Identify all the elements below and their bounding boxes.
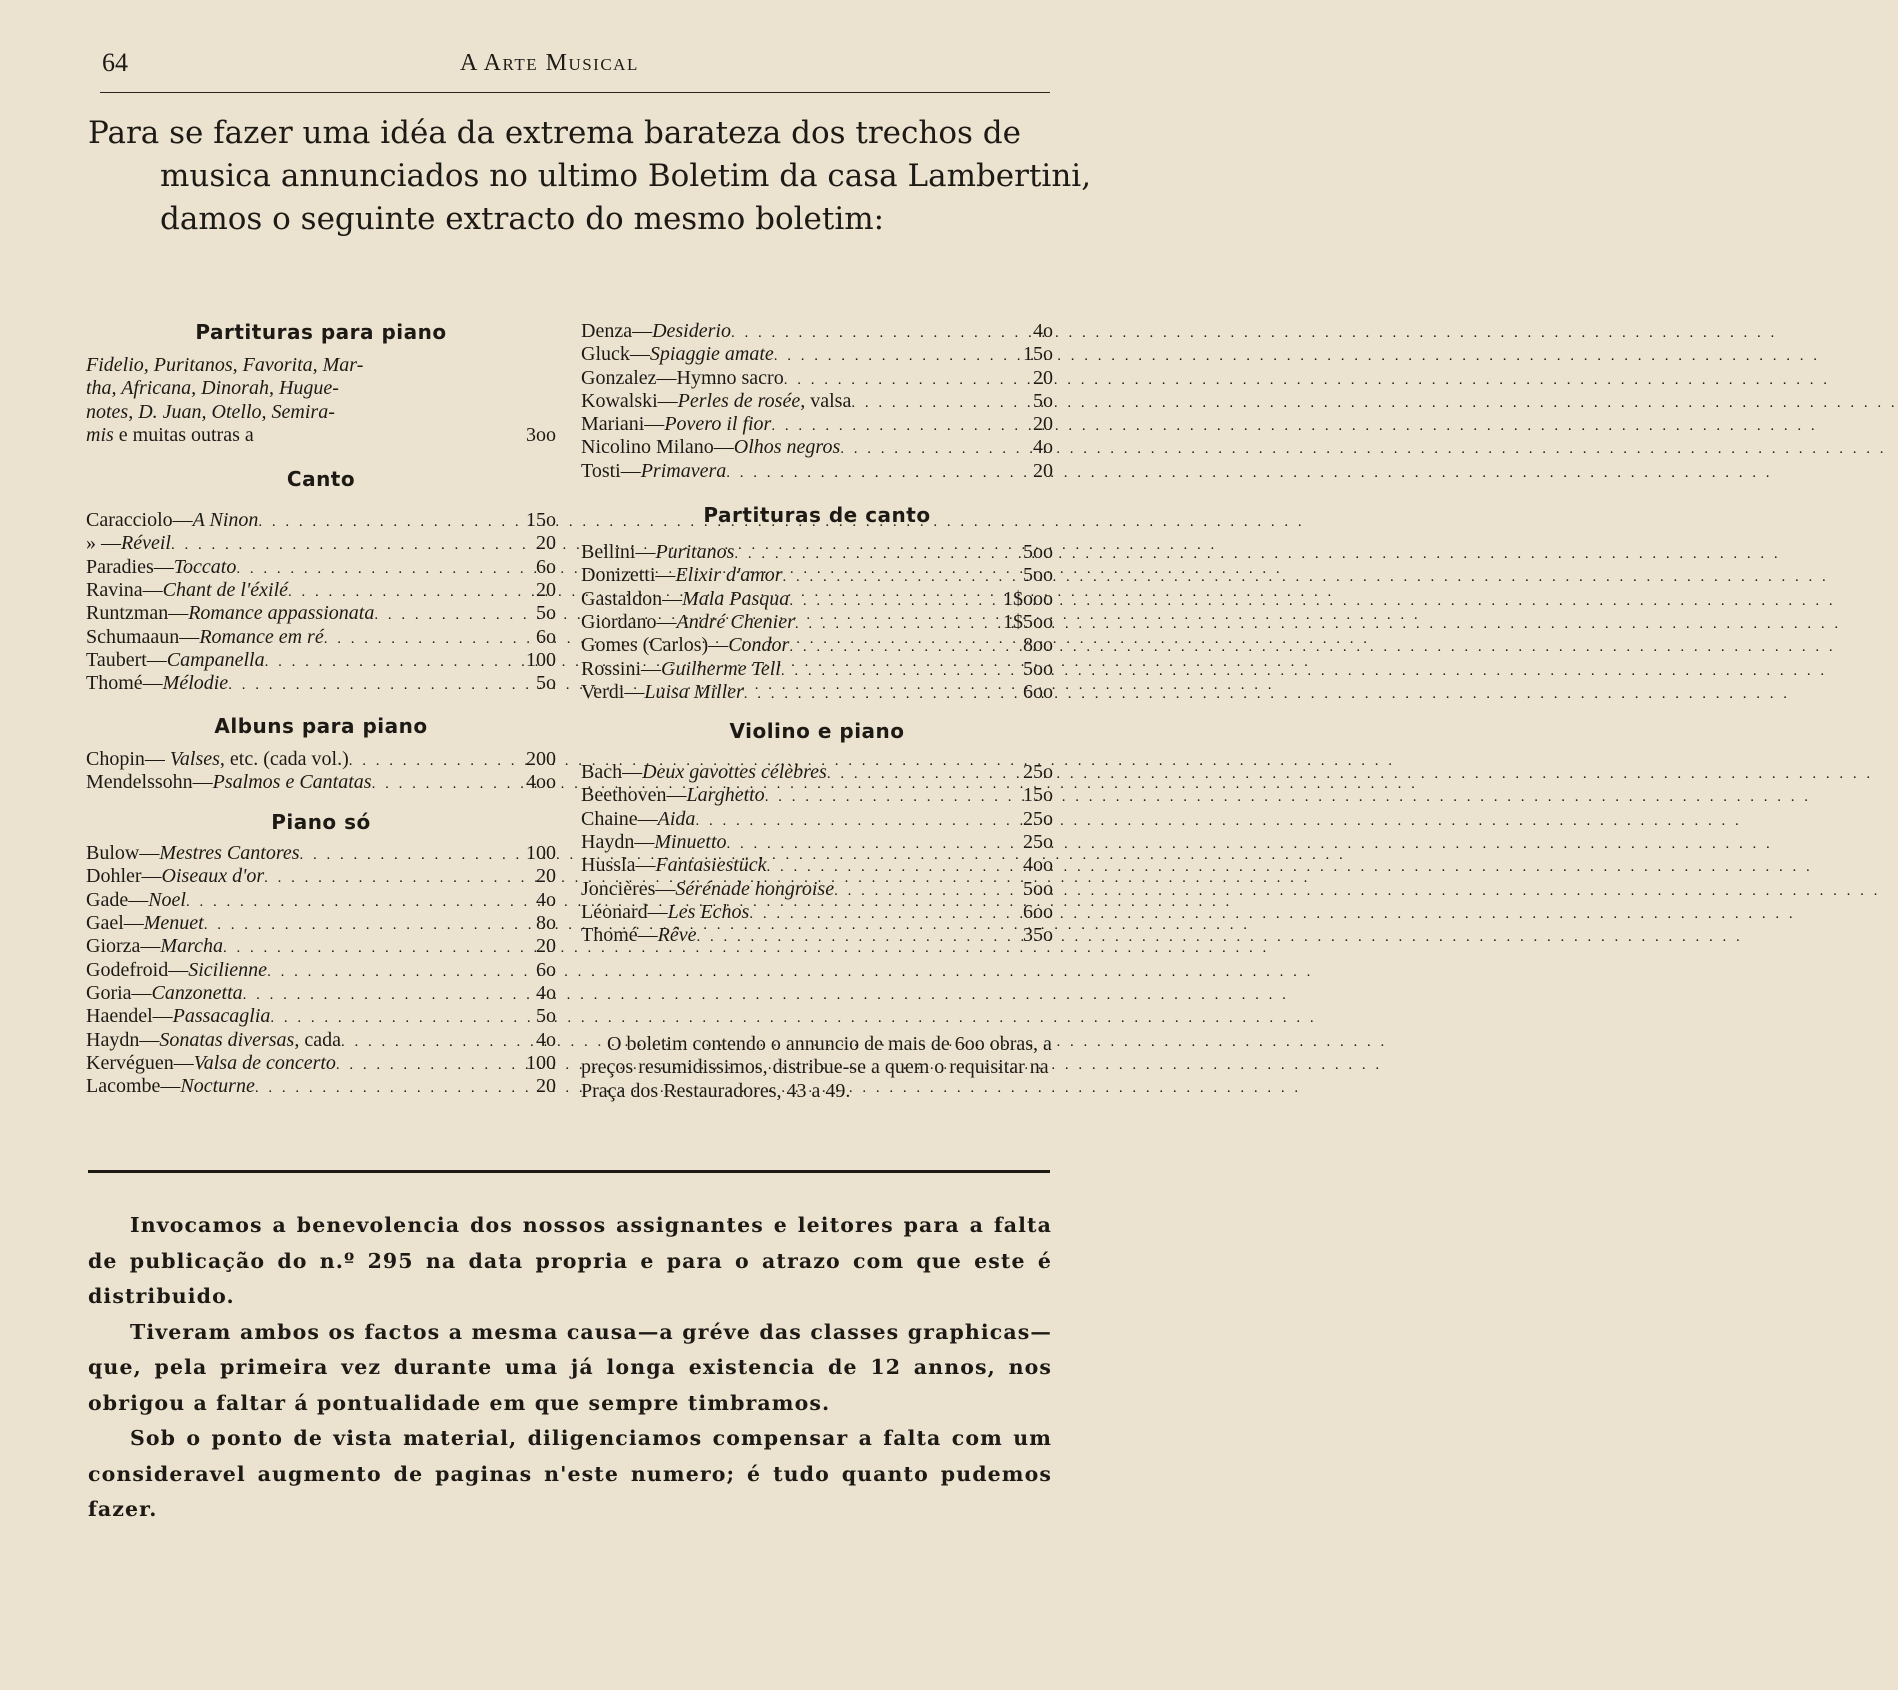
price-list-row xyxy=(581,343,1053,366)
composer: » — xyxy=(86,532,121,555)
section-heading-partituras-canto: Partituras de canto xyxy=(703,503,931,528)
header-rule xyxy=(100,92,1050,93)
leader-dots xyxy=(258,511,466,534)
leader-dots xyxy=(204,914,466,937)
price-list-row xyxy=(581,367,1053,390)
price: 5o xyxy=(536,602,556,625)
price: 20 xyxy=(1033,413,1053,436)
right-column xyxy=(581,320,1053,948)
work-title: Marcha xyxy=(160,935,223,958)
leader-dots xyxy=(783,566,994,589)
leader-dots xyxy=(765,786,993,809)
composer: Mendelssohn— xyxy=(86,770,213,793)
price: 100 xyxy=(526,1051,556,1074)
price-list-row xyxy=(86,842,556,865)
composer: Gade— xyxy=(86,888,149,911)
price: 15o xyxy=(1023,343,1053,366)
composer: Caracciolo— xyxy=(86,509,193,532)
partituras-canto-list xyxy=(581,541,1053,704)
leader-dots xyxy=(255,1077,466,1100)
price-list-row xyxy=(581,901,1053,924)
work-title: Perles de rosée, xyxy=(677,389,806,412)
composer: Rossini— xyxy=(581,657,662,680)
fidelio-line: tha, Africana, Dinorah, Hugue- xyxy=(86,377,339,400)
violino-list xyxy=(581,761,1053,947)
composer: Kervéguen— xyxy=(86,1051,194,1074)
composer: Bulow— xyxy=(86,842,160,865)
composer: Joncières— xyxy=(581,877,676,900)
price: 1$ooo xyxy=(1003,587,1053,610)
price-list-row xyxy=(581,761,1053,784)
composer: Thomé— xyxy=(86,672,163,695)
price: 20 xyxy=(536,579,556,602)
price-list-row xyxy=(86,532,556,555)
work-title: Sicilienne xyxy=(188,958,268,981)
composer: Gonzalez— xyxy=(581,366,677,389)
price-list-row xyxy=(581,634,1053,657)
composer: Godefroid— xyxy=(86,958,189,981)
price-list-row xyxy=(581,784,1053,807)
apology-paragraph: Invocamos a benevolencia dos nossos assignantes e leitores para a falta de publicação do n.º 295 na data propria e para o atrazo com que este é distribuido. xyxy=(88,1213,1052,1308)
leader-dots xyxy=(372,773,466,796)
composer: Thomé— xyxy=(581,924,658,947)
work-title: Romance appassionata xyxy=(188,602,375,625)
journal-title: A Arte Musical xyxy=(460,50,639,76)
price: 25o xyxy=(1023,807,1053,830)
leader-dots xyxy=(744,683,993,706)
leader-dots xyxy=(300,844,466,867)
work-title: Romance em ré xyxy=(199,625,324,648)
leader-dots xyxy=(781,660,993,683)
price-list-row xyxy=(581,460,1053,483)
price-list-row xyxy=(581,854,1053,877)
price: 20 xyxy=(1033,459,1053,482)
work-title: Sérénade hongroise xyxy=(675,877,835,900)
price-list-row xyxy=(581,413,1053,436)
price-list-row xyxy=(581,924,1053,947)
leader-dots xyxy=(749,903,993,926)
price: 6oo xyxy=(1023,900,1053,923)
composer: Ravina— xyxy=(86,579,163,602)
composer: Léonard— xyxy=(581,900,668,923)
work-title: Canzonetta xyxy=(151,981,243,1004)
price-list-row xyxy=(86,1052,556,1075)
leader-dots xyxy=(774,345,993,368)
leader-dots xyxy=(336,1054,466,1077)
price: 4o xyxy=(536,888,556,911)
composer: Chaine— xyxy=(581,807,658,830)
work-title: Chant de l'éxilé xyxy=(162,579,289,602)
composer: Lacombe— xyxy=(86,1075,181,1098)
price: 15o xyxy=(1023,784,1053,807)
price-list-row xyxy=(581,878,1053,901)
canto-continued-list xyxy=(581,320,1053,483)
leader-dots xyxy=(771,415,993,438)
section-heading-partituras-piano: Partituras para piano xyxy=(195,320,447,344)
leader-dots xyxy=(840,438,993,461)
composer: Gomes (Carlos)— xyxy=(581,634,729,657)
work-title: Condor xyxy=(728,634,790,657)
leader-dots xyxy=(697,926,993,949)
composer: Nicolino Milano— xyxy=(581,436,734,459)
leader-dots xyxy=(236,558,466,581)
price-list-row xyxy=(581,436,1053,459)
page-number: 64 xyxy=(102,48,128,77)
fidelio-line: mis xyxy=(86,423,114,446)
composer: Taubert— xyxy=(86,648,167,671)
price-list-row xyxy=(86,912,556,935)
leader-dots xyxy=(228,674,466,697)
leader-dots xyxy=(223,937,466,960)
running-header xyxy=(100,44,1050,84)
work-title: Deux gavottes célèbres xyxy=(642,761,827,784)
work-note: valsa xyxy=(805,389,852,412)
work-title: Spiaggie amate xyxy=(649,343,774,366)
work-title: Valsa de concerto xyxy=(193,1051,336,1074)
work-title: Guilherme Tell xyxy=(661,657,781,680)
work-title: Valses xyxy=(169,747,220,770)
price: 1$5oo xyxy=(1003,610,1053,633)
leader-dots xyxy=(186,891,466,914)
price-list-row xyxy=(86,649,556,672)
work-title: Elixir d'amor xyxy=(675,564,783,587)
left-column xyxy=(86,320,556,1098)
work-title: Povero il fior xyxy=(664,413,772,436)
price-list-row xyxy=(581,541,1053,564)
price: 20 xyxy=(536,935,556,958)
composer: Kowalski— xyxy=(581,389,678,412)
work-title: Sonatas diversas xyxy=(159,1028,295,1051)
price: 8oo xyxy=(1023,634,1053,657)
price: 5oo xyxy=(1023,877,1053,900)
work-title: Primavera xyxy=(640,459,727,482)
leader-dots xyxy=(695,810,993,833)
work-title: Fantasiestück xyxy=(655,854,767,877)
leader-dots xyxy=(324,628,466,651)
leader-dots xyxy=(851,392,993,415)
price-list-row xyxy=(86,935,556,958)
price-list-row xyxy=(581,808,1053,831)
price: 20 xyxy=(1033,366,1053,389)
price: 25o xyxy=(1023,831,1053,854)
price-list-row xyxy=(86,771,556,794)
price: 6o xyxy=(536,625,556,648)
price: 4o xyxy=(1033,320,1053,342)
price-list-row xyxy=(86,672,556,695)
price: 5o xyxy=(536,1005,556,1028)
composer: Haydn— xyxy=(581,831,655,854)
section-heading-piano-so: Piano só xyxy=(271,810,371,835)
leader-dots xyxy=(734,543,993,566)
work-title: Psalmos e Cantatas xyxy=(212,770,372,793)
price: 100 xyxy=(526,648,556,671)
price-list-row xyxy=(581,831,1053,854)
price: 4o xyxy=(536,981,556,1004)
work-title: Mélodie xyxy=(162,672,229,695)
composer: Verdi— xyxy=(581,680,645,703)
price: 15o xyxy=(526,509,556,532)
work-title: Réveil xyxy=(121,532,171,555)
price-list-row xyxy=(581,681,1053,704)
apology-paragraph: Sob o ponto de vista material, diligenciamos compensar a falta com um consideravel augmento de paginas n'este numero; é tudo quanto pudemos fazer. xyxy=(88,1426,1052,1521)
composer: Hussla— xyxy=(581,854,656,877)
work-title: A Ninon xyxy=(192,509,259,532)
price: 4oo xyxy=(526,770,556,793)
composer: Goria— xyxy=(86,981,152,1004)
price-list-row xyxy=(581,564,1053,587)
price: 6o xyxy=(536,958,556,981)
composer: Denza— xyxy=(581,320,653,342)
section-heading-albuns: Albuns para piano xyxy=(214,713,428,738)
price: 4oo xyxy=(1023,854,1053,877)
price-list-row xyxy=(86,579,556,602)
work-title: Toccato xyxy=(173,555,237,578)
work-title: André Chenier xyxy=(676,610,795,633)
leader-dots xyxy=(374,604,466,627)
leader-dots xyxy=(171,534,466,557)
albuns-list xyxy=(86,748,556,795)
work-title: Mala Pasqua xyxy=(682,587,790,610)
price-list-row xyxy=(86,1029,556,1052)
price: 6o xyxy=(536,555,556,578)
leader-dots xyxy=(834,880,993,903)
composer: Haydn— xyxy=(86,1028,160,1051)
composer: Gastaldon— xyxy=(581,587,683,610)
price: 20 xyxy=(536,865,556,888)
composer: Gael— xyxy=(86,912,144,935)
composer: Giordano— xyxy=(581,610,677,633)
price-list-row xyxy=(581,390,1053,413)
work-title: Puritanos xyxy=(655,541,735,564)
section-heading-violino: Violino e piano xyxy=(729,719,905,744)
price-list-row xyxy=(86,959,556,982)
composer: Bach— xyxy=(581,761,643,784)
work-title: Aida xyxy=(657,807,696,830)
work-title: Campanella xyxy=(166,648,265,671)
price: 35o xyxy=(1023,924,1053,947)
price-list-row xyxy=(86,626,556,649)
price: 4o xyxy=(1033,436,1053,459)
leader-dots xyxy=(341,1031,466,1054)
price-list-row xyxy=(86,889,556,912)
work-title: Menuet xyxy=(143,912,204,935)
canto-list xyxy=(86,509,556,695)
leader-dots xyxy=(267,961,466,984)
price-list-row xyxy=(86,748,556,771)
price-list-row xyxy=(86,1075,556,1098)
leader-dots xyxy=(731,322,993,345)
boletim-notice: O boletim contendo o annuncio de mais de 6oo obras, a preços resumidissimos, distribue-se a quem o requisitar na Praça dos Restauradores, 43 a 49. xyxy=(581,1033,1052,1102)
price: 5o xyxy=(536,672,556,695)
leader-dots xyxy=(827,763,993,786)
composer: Chopin— xyxy=(86,747,170,770)
intro-paragraph: Para se fazer uma idéa da extrema barateza dos trechos de musica annunciados no ultimo Boletim da casa Lambertini, damos o seguinte extracto do mesmo boletim: xyxy=(88,115,1092,237)
leader-dots xyxy=(243,984,466,1007)
price-list-row xyxy=(86,556,556,579)
work-title: Rêve xyxy=(657,924,697,947)
work-title: Noel xyxy=(148,888,186,911)
composer: Runtzman— xyxy=(86,602,189,625)
price-list-row xyxy=(581,320,1053,343)
work-note: Hymno sacro xyxy=(676,366,784,389)
price: 6oo xyxy=(1023,680,1053,703)
composer: Dohler— xyxy=(86,865,162,888)
price: 5oo xyxy=(1023,564,1053,587)
leader-dots xyxy=(726,462,993,485)
price: 8o xyxy=(536,912,556,935)
composer: Bellini— xyxy=(581,541,656,564)
fidelio-line-rest: e muitas outras a xyxy=(113,423,254,446)
work-title: Larghetto xyxy=(686,784,765,807)
price-list-row xyxy=(86,982,556,1005)
fidelio-entry xyxy=(86,354,556,447)
price: 5oo xyxy=(1023,657,1053,680)
composer: Donizetti— xyxy=(581,564,676,587)
price-list-row xyxy=(581,611,1053,634)
price: 100 xyxy=(526,842,556,865)
fidelio-line: Fidelio, Puritanos, Favorita, Mar- xyxy=(86,354,364,376)
leader-dots xyxy=(784,369,993,392)
section-divider xyxy=(88,1170,1050,1173)
price-list-row xyxy=(86,602,556,625)
leader-dots xyxy=(727,833,993,856)
composer: Tosti— xyxy=(581,459,641,482)
composer: Schumaaun— xyxy=(86,625,200,648)
price: 20 xyxy=(536,532,556,555)
price-list-row xyxy=(86,1005,556,1028)
work-note: , cada xyxy=(294,1028,341,1051)
work-title: Luisa Miller xyxy=(644,680,744,703)
price: 200 xyxy=(526,747,556,770)
composer: Haendel— xyxy=(86,1005,173,1028)
composer: Mariani— xyxy=(581,413,665,436)
leader-dots xyxy=(349,750,466,773)
leader-dots xyxy=(767,856,993,879)
work-title: Minuetto xyxy=(654,831,727,854)
work-title: Desiderio xyxy=(652,320,731,342)
composer: Paradies— xyxy=(86,555,174,578)
composer: Gluck— xyxy=(581,343,650,366)
section-heading-canto: Canto xyxy=(286,467,356,492)
price-list-row xyxy=(86,509,556,532)
work-title: Olhos negros xyxy=(733,436,841,459)
leader-dots xyxy=(795,613,993,636)
price: 20 xyxy=(536,1075,556,1098)
composer: Giorza— xyxy=(86,935,161,958)
price-list-row xyxy=(581,588,1053,611)
piano-so-list xyxy=(86,842,556,1098)
leader-dots xyxy=(288,581,466,604)
work-title: Passacaglia xyxy=(172,1005,271,1028)
leader-dots xyxy=(789,636,993,659)
leader-dots xyxy=(264,867,466,890)
work-note: , etc. (cada vol.) xyxy=(219,747,349,770)
price: 3oo xyxy=(526,423,556,446)
work-title: Nocturne xyxy=(180,1075,255,1098)
work-title: Mestres Cantores xyxy=(159,842,300,865)
fidelio-line: notes, D. Juan, Otello, Semira- xyxy=(86,400,335,423)
work-title: Les Echos xyxy=(667,900,750,923)
price: 25o xyxy=(1023,761,1053,784)
price: 5o xyxy=(1033,389,1053,412)
price: 4o xyxy=(536,1028,556,1051)
apology-notice xyxy=(88,1208,1052,1528)
leader-dots xyxy=(789,590,993,613)
leader-dots xyxy=(270,1007,466,1030)
apology-paragraph: Tiveram ambos os factos a mesma causa—a gréve das classes graphicas—que, pela primeira vez durante uma já longa existencia de 12 annos, nos obrigou a faltar á pontualidade em que sempre timbramos. xyxy=(88,1319,1052,1415)
composer: Beethoven— xyxy=(581,784,687,807)
leader-dots xyxy=(265,651,466,674)
price-list-row xyxy=(581,658,1053,681)
work-title: Oiseaux d'or xyxy=(161,865,265,888)
price-list-row xyxy=(86,865,556,888)
price: 5oo xyxy=(1023,541,1053,564)
